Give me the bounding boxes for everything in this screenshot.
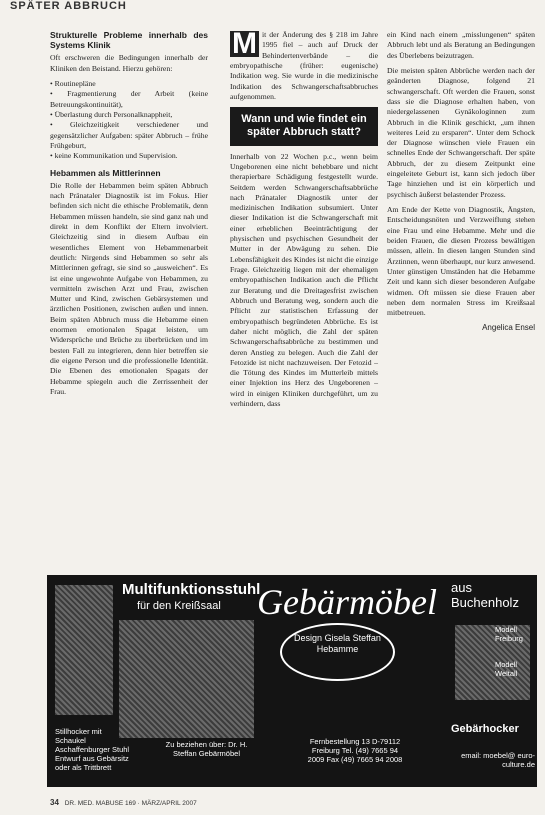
- paragraph: Innerhalb von 22 Wochen p.c., wenn beim Ungeborenen eine nicht behebbare und nicht therapierbare Schädigung festgestellt wurde. Seitdem werden Schwangerschaftsabbrüche nach Pränataler Diagnostik unter der medizinischen Indikation subsumiert. Unter dieser Indikation ist die Schwangerschaft mit einer erheblichen Beeinträchtigung der physischen und psychischen Gesundheit der Mutter in der Abwägung zu sehen. Die Lebensfähigkeit des Kindes ist nicht die einzige Frage. Gleichzeitig liegen mit der ehemaligen embryopathischen Indikation auch die Pflicht zur Beratung und die Dreitagesfrist zwischen Abbruch und Beratung weg, sondern auch die Pflicht zur statistischen Erfassung der embryopathisch begründeten Abbrüche. Es ist daher nicht möglich, die Zahl der späten Schwangerschaftsabbrüche zu bestimmen und deren Anstieg zu belegen. Auch die Zahl der Fetozide ist nicht nachzuweisen. Der Fetozid – die Tötung des Kindes im Mutterleib mittels einer Injektion ins Herz des Ungeborenen – wird in einigen Kliniken durchgeführt, um zu verhindern, dass: [230, 151, 378, 409]
- ad-title: Multifunktionsstuhl: [122, 581, 261, 598]
- ad-caption-2: Zu beziehen über: Dr. H. Steffan Gebärmöbel: [165, 740, 248, 758]
- ad-photo-stool: [55, 585, 113, 715]
- ad-product: Gebärhocker: [451, 723, 519, 735]
- ad-subtitle: für den Kreißsaal: [137, 600, 221, 612]
- column-2: [230, 27, 378, 414]
- page-number: 34: [50, 798, 59, 807]
- ad-model-2: Modell Weltall: [495, 660, 518, 678]
- heading-structural-problems: Strukturelle Probleme innerhalb des Systems Klinik: [50, 30, 208, 51]
- list-item: • Routinepläne: [50, 79, 96, 88]
- paragraph: Die meisten späten Abbrüche werden nach der geänderten Diagnose, folgend 21 schwangerschaft. Oft werden die Frauen, sonst dass sie die Diagnose erhalten haben, von niedergelassenen Gynäkologinnen zum Abbruch in die Klinik geschickt, „um ihnen weiteres Leid zu ersparen“. Unter dem Schock der Diagnose wünschen viele Frauen ein schnelles Ende der Schwangerschaft. Der späte Abbruch, der zu diesem Zeitpunkt eine eingeleitete Geburt ist, kann sich jedoch über Tage hinziehen und ist ein körperlich und psychisch äußerst belastender Prozess.: [387, 65, 535, 199]
- list-item: • Gleichzeitigkeit verschiedener und gegensätzlicher Aufgaben: später Abbruch – frühe Frühgeburt,: [50, 120, 208, 150]
- paragraph: Oft erschweren die Bedingungen innerhalb der Kliniken den Beistand. Hierzu gehören:: [50, 53, 208, 73]
- page-footer: [50, 798, 197, 807]
- ad-contact: Fernbestellung 13 D-79112 Freiburg Tel. (49) 7665 94 2009 Fax (49) 7665 94 2008: [307, 737, 403, 764]
- paragraph-text: it der Änderung des § 218 im Jahre 1995 fiel – auch auf Druck der Behindertenverbände – die embryopathische (früher: eugenische) Indikation weg. Sie wurde in die medizinische Indikation des Schwangerschaftsabbruches aufgenommen.: [230, 30, 378, 101]
- footer-text: DR. MED. MABUSE 169 · MÄRZ/APRIL 2007: [64, 800, 197, 807]
- paragraph: Am Ende der Kette von Diagnostik, Ängsten, Entscheidungsnöten und Verzweiflung stehen eine Frau und eine Hebamme. Mehr und die beiden Frauen, die diesen Prozess bewältigen müssen, allein. In diesen langen Stunden sind Ärztinnen, wenn überhaupt, nur kurz anwesend. Unter günstigen Umständen hat die Hebamme Zeit und kann sich dieser besonderen Aufgabe widmen. Oft müssen sie diese Frauen aber neben dem normalen Stress im Kreißsaal mitbetreuen.: [387, 205, 535, 318]
- ad-caption-1: Stillhocker mit Schaukel Aschaffenburger Stuhl Entwurf aus Gebärsitz oder als Trittbrett: [55, 727, 130, 772]
- ad-design-badge: Design Gisela Steffan Hebamme: [280, 623, 395, 681]
- ad-model-1: Modell Freiburg: [495, 625, 523, 643]
- list-item: • Überlastung durch Personalknappheit,: [50, 109, 173, 119]
- list-item: • keine Kommunikation und Supervision.: [50, 151, 178, 161]
- ad-brand-sub: aus Buchenholz: [451, 580, 519, 610]
- author-signature: Angelica Ensel: [482, 323, 535, 333]
- section-header: SPÄTER ABBRUCH: [10, 0, 127, 12]
- paragraph: ein Kind nach einem „misslungenen“ späten Abbruch lebt und als Beratung an Bedingungen des Überlebens beizutragen.: [387, 30, 535, 60]
- paragraph: [230, 27, 378, 102]
- heading-midwives: Hebammen als Mittlerinnen: [50, 167, 161, 178]
- drop-cap: M: [232, 27, 257, 60]
- paragraph: Die Rolle der Hebammen beim späten Abbruch nach Pränataler Diagnostik ist im Fokus. Hier befinden sich nicht die ethische Problematik, denn Hebammen müssen handeln, sie sind ganz nah und direkt in dem Konflikt der Eltern involviert. Gleichzeitig sind in diesem Aufbau ein wesentliches Element von Hebammenarbeit deutlich: Nirgends sind Hebammen so sehr als Mittlerinnen gefragt, sie sind so „ausweichen“. Es ist eine ungewohnte Aufgabe von Hebammen, zu vermitteln zwischen Arzt und Frau, zwischen Mutter und Kind, zwischen Gebärsystemen und ärztlichen Positionen, zwischen außen und innen. Beim späten Abbruch muss die Hebamme einen enormen emotionalen Spagat leisten, um Widersprüche und Brüche zu überbrücken und im besten Fall zu integrieren, denn hier betreffen sie die eigene Person und die professionelle Identität. Die Ebenen des emotionalen Spagats der Hebamme spiegeln auch die Zerrissenheit der Frau.: [50, 180, 208, 396]
- ad-brand: Gebärmöbel: [257, 582, 437, 622]
- advertisement[interactable]: [47, 575, 537, 787]
- ad-email-link[interactable]: email: moebel@ euro-culture.de: [461, 751, 535, 769]
- callout-box: Wann und wie findet ein später Abbruch statt?: [230, 107, 378, 145]
- list-item: • Fragmentierung der Arbeit (keine Betreuungskontinuität),: [50, 89, 208, 109]
- ad-photo-chair: [119, 620, 254, 738]
- bullet-list: [50, 79, 208, 162]
- column-3: [387, 30, 535, 334]
- column-1: [50, 30, 208, 402]
